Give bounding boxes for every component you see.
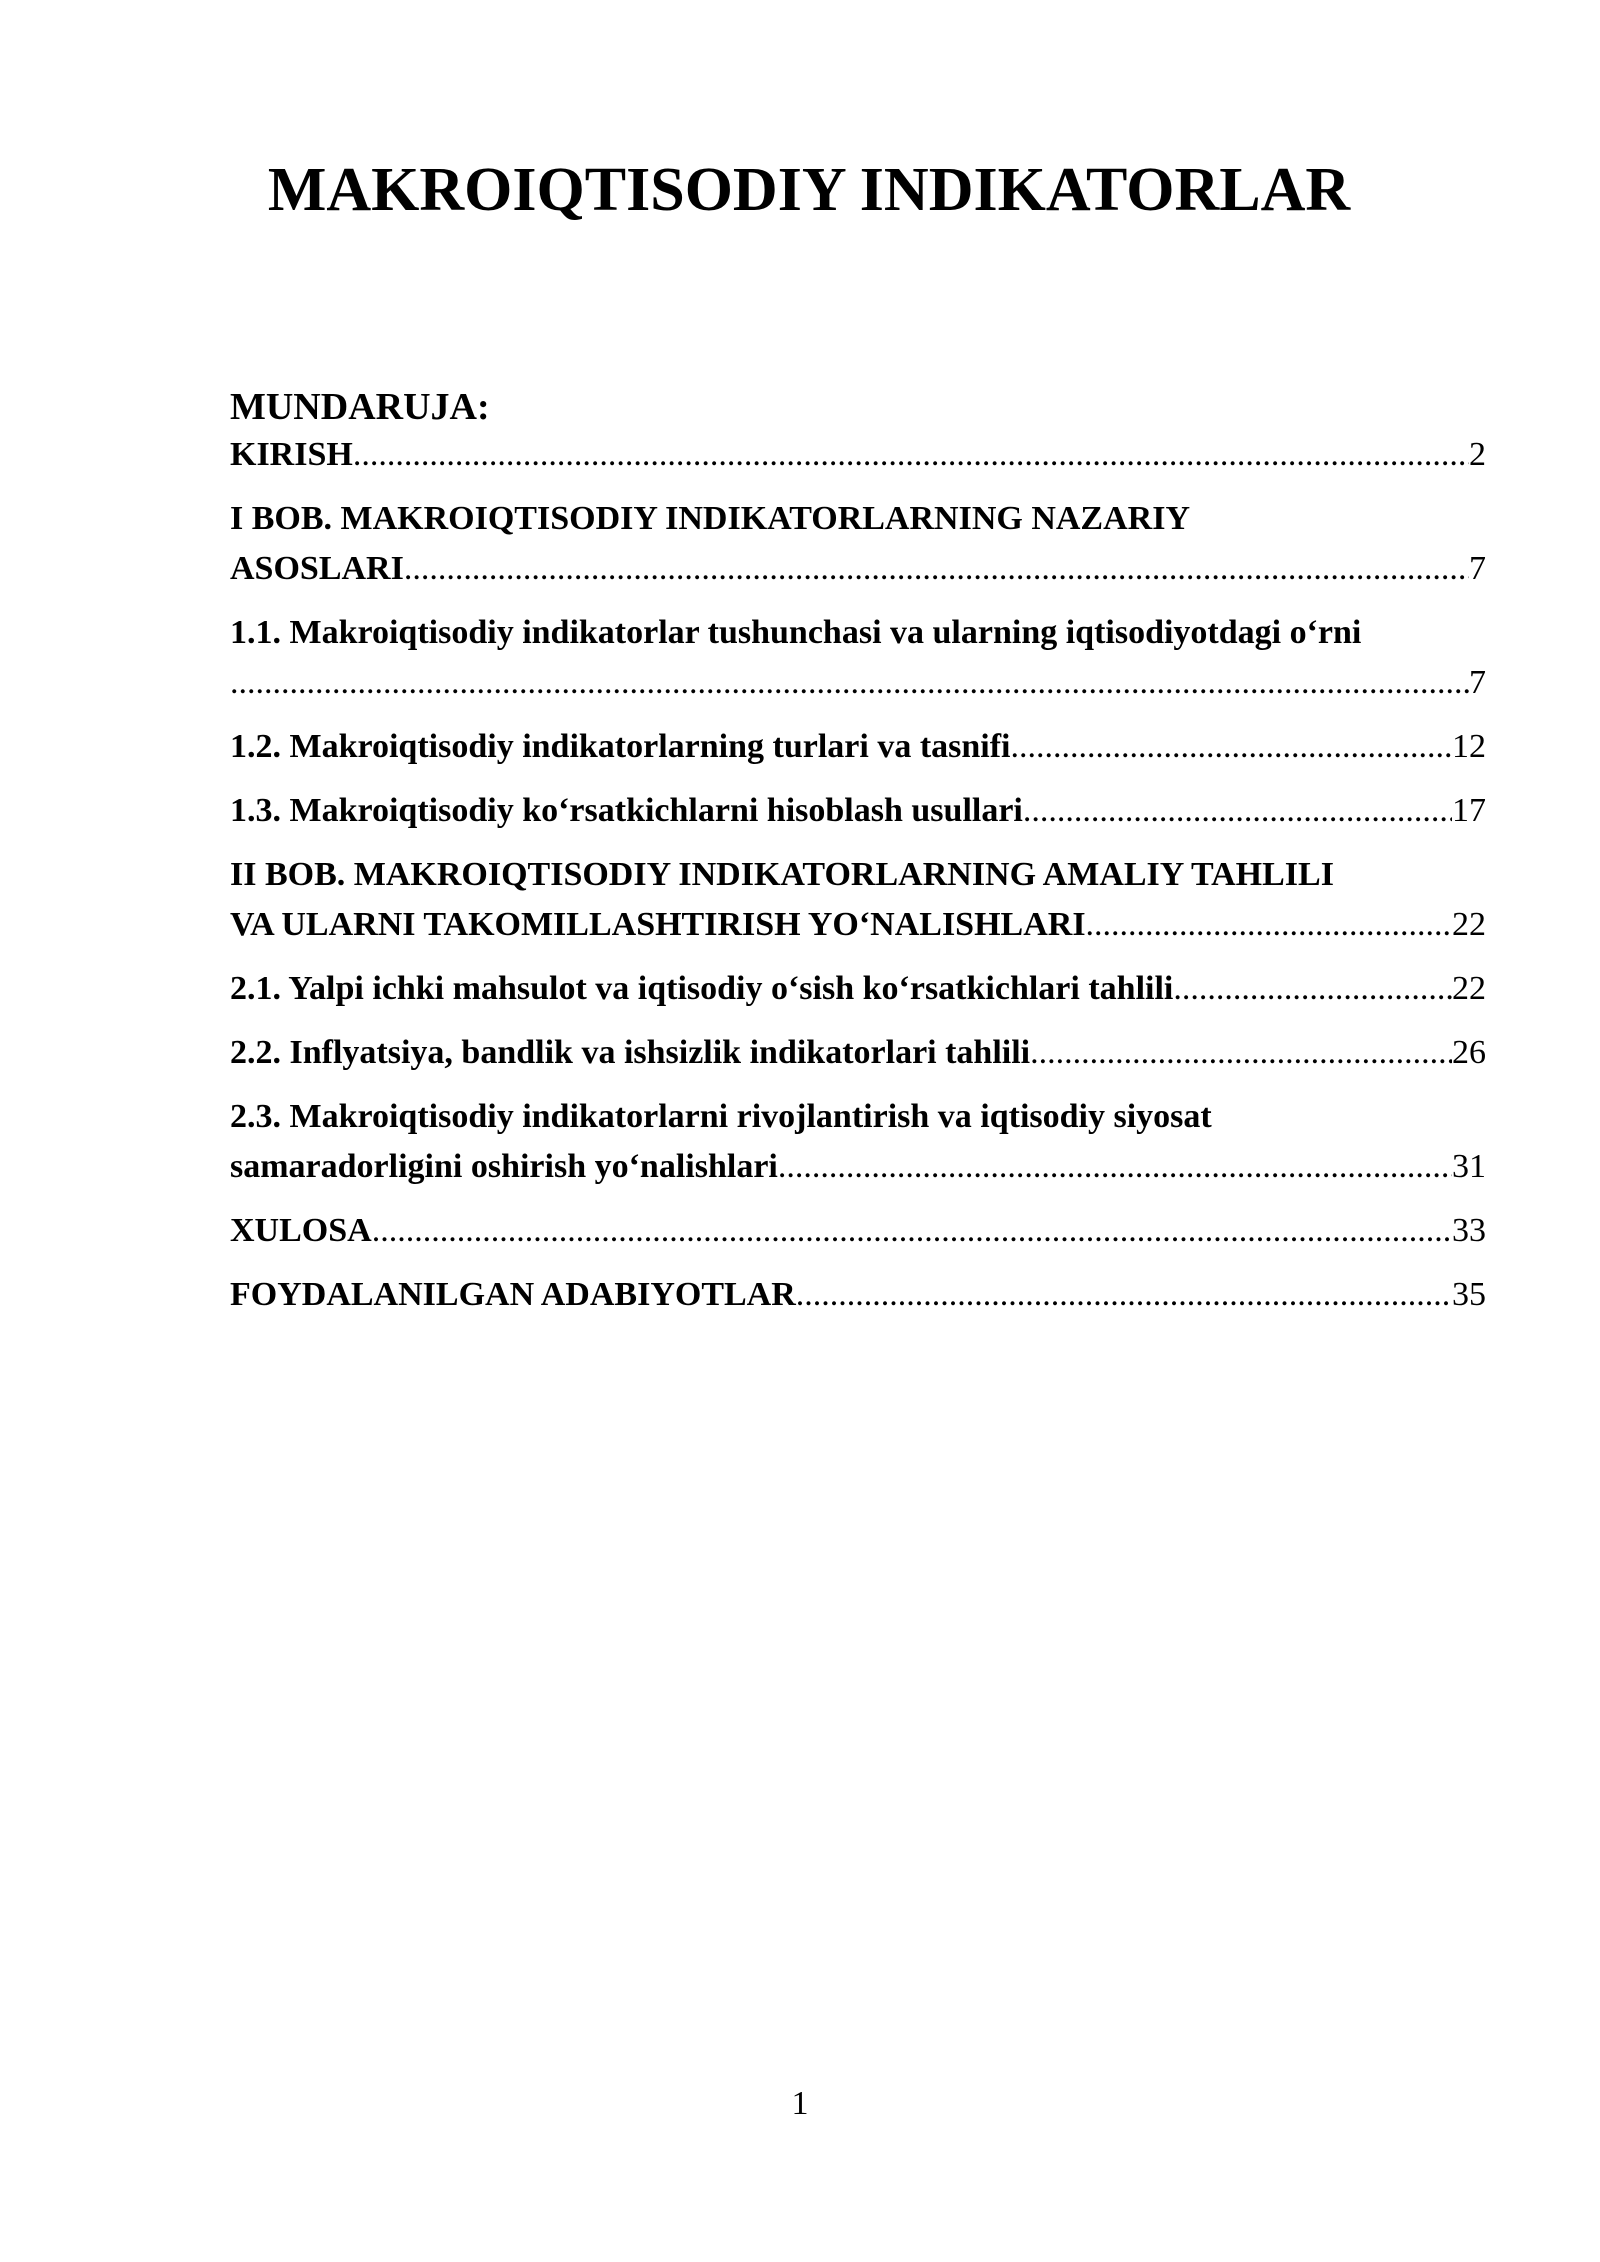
- toc-entry-section-1-2[interactable]: [230, 722, 1486, 772]
- toc-entry-title: 1.2. Makroiqtisodiy indikatorlarning turlari va tasnifi: [230, 728, 1011, 765]
- toc-entry-title: VA ULARNI TAKOMILLASHTIRISH YO‘NALISHLARI: [230, 906, 1086, 943]
- toc-entry-title: ASOSLARI: [230, 550, 404, 587]
- toc-entry-chapter-2[interactable]: [230, 850, 1486, 950]
- toc-entry-section-1-3[interactable]: [230, 786, 1486, 836]
- page-number: 1: [791, 2085, 809, 2122]
- toc-entry-title: 2.1. Yalpi ichki mahsulot va iqtisodiy o‘sish ko‘rsatkichlari tahlili: [230, 970, 1174, 1007]
- toc-line: [230, 964, 1486, 1014]
- toc-dot-leader: [778, 1142, 1452, 1192]
- toc-entry-page: 12: [1452, 728, 1486, 765]
- toc-entry-page: 22: [1452, 970, 1486, 1007]
- toc-line: [230, 1270, 1486, 1320]
- toc-entry-title: XULOSA: [230, 1212, 372, 1249]
- page-title: MAKROIQTISODIY INDIKATORLAR: [267, 156, 1351, 224]
- toc-line: [230, 900, 1486, 950]
- toc-heading: MUNDARUJA:: [230, 386, 490, 428]
- toc-line: [230, 658, 1486, 708]
- toc-entry-page: 26: [1452, 1034, 1486, 1071]
- toc-dot-leader: [353, 430, 1469, 480]
- toc-entry-title: 1.3. Makroiqtisodiy ko‘rsatkichlarni hisoblash usullari: [230, 792, 1023, 829]
- toc-line: [230, 544, 1486, 594]
- toc-entry-title: samaradorligini oshirish yo‘nalishlari: [230, 1148, 778, 1185]
- toc-line: [230, 1028, 1486, 1078]
- toc-entry-title-line1: 1.1. Makroiqtisodiy indikatorlar tushunchasi va ularning iqtisodiyotdagi o‘rni: [230, 614, 1362, 651]
- toc-entry-page: 7: [1469, 550, 1486, 587]
- table-of-contents: [230, 384, 1486, 1334]
- toc-entry-references[interactable]: [230, 1270, 1486, 1320]
- toc-dot-leader: [404, 544, 1469, 594]
- toc-entry-page: 31: [1452, 1148, 1486, 1185]
- toc-dot-leader: [1173, 964, 1452, 1014]
- toc-entry-title: FOYDALANILGAN ADABIYOTLAR: [230, 1276, 796, 1313]
- toc-entry-page: 7: [1469, 664, 1486, 701]
- toc-entry-title: 2.2. Inflyatsiya, bandlik va ishsizlik indikatorlari tahlili: [230, 1034, 1031, 1071]
- toc-entry-kirish[interactable]: [230, 430, 1486, 480]
- toc-line: [230, 1142, 1486, 1192]
- toc-entry-section-2-3[interactable]: [230, 1092, 1486, 1192]
- toc-entry-page: 17: [1452, 792, 1486, 829]
- toc-dot-leader: [230, 658, 1469, 708]
- toc-line: [230, 786, 1486, 836]
- toc-entry-xulosa[interactable]: [230, 1206, 1486, 1256]
- toc-entry-section-2-2[interactable]: [230, 1028, 1486, 1078]
- toc-dot-leader: [1011, 722, 1452, 772]
- toc-dot-leader: [796, 1270, 1452, 1320]
- toc-entry-page: 2: [1469, 436, 1486, 473]
- toc-line: [230, 1206, 1486, 1256]
- toc-entry-section-2-1[interactable]: [230, 964, 1486, 1014]
- toc-entry-page: 35: [1452, 1276, 1486, 1313]
- toc-entry-title-line1: I BOB. MAKROIQTISODIY INDIKATORLARNING NAZARIY: [230, 500, 1191, 537]
- toc-dot-leader: [1023, 786, 1452, 836]
- toc-entry-title: KIRISH: [230, 436, 353, 473]
- toc-dot-leader: [1086, 900, 1452, 950]
- toc-entry-page: 33: [1452, 1212, 1486, 1249]
- toc-dot-leader: [1030, 1028, 1452, 1078]
- toc-entry-section-1-1[interactable]: [230, 608, 1486, 708]
- toc-line: [230, 430, 1486, 480]
- toc-line: [230, 722, 1486, 772]
- toc-entry-page: 22: [1452, 906, 1486, 943]
- toc-dot-leader: [372, 1206, 1452, 1256]
- toc-entry-chapter-1[interactable]: [230, 494, 1486, 594]
- toc-entry-title-line1: II BOB. MAKROIQTISODIY INDIKATORLARNING AMALIY TAHLILI: [230, 856, 1334, 893]
- toc-entry-title-line1: 2.3. Makroiqtisodiy indikatorlarni rivojlantirish va iqtisodiy siyosat: [230, 1098, 1212, 1135]
